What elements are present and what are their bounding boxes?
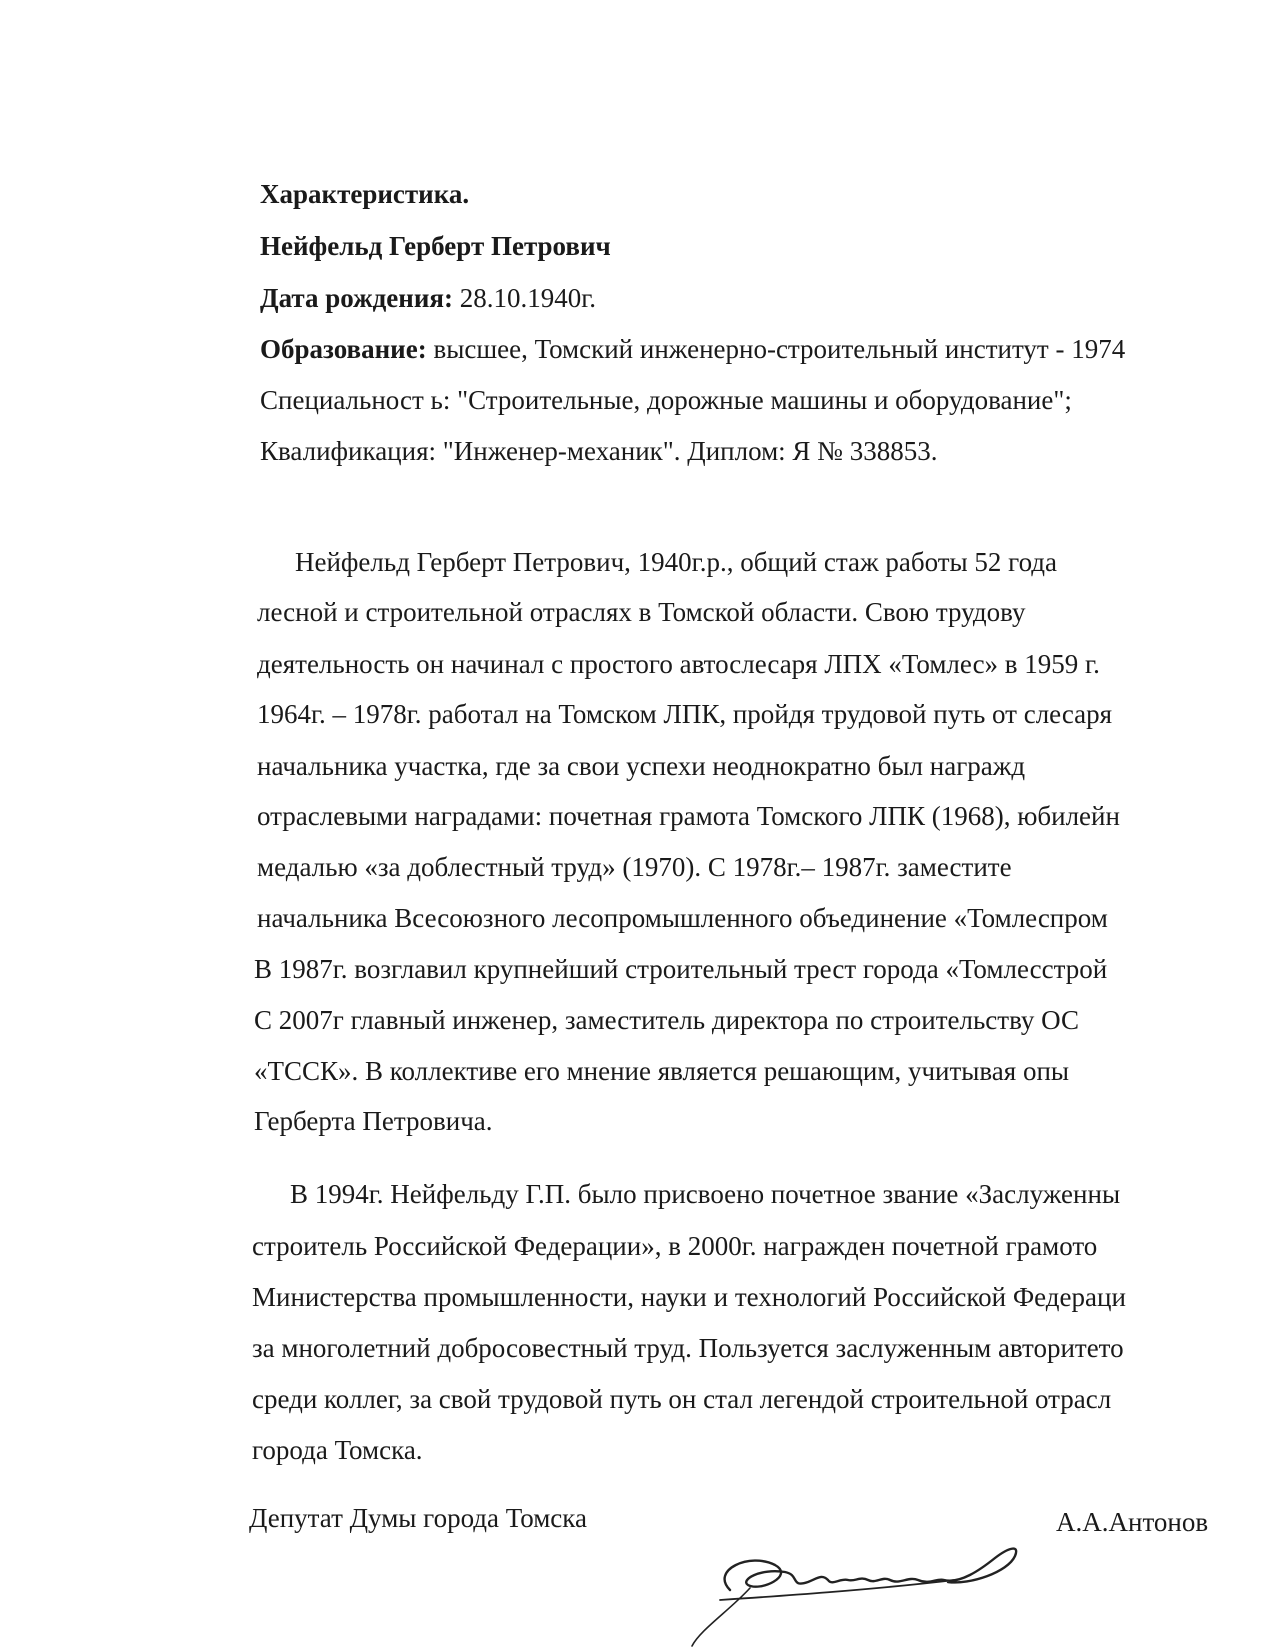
birth-date-label: Дата рождения: [260,283,453,313]
paragraph1-line: начальника Всесоюзного лесопромышленного объединение «Томлеспром [257,903,1108,933]
birth-date-value: 28.10.1940г. [459,283,597,313]
education-line [260,333,1125,365]
paragraph1-line: «ТССК». В коллективе его мнение является решающим, учитывая опы [254,1056,1070,1086]
document-title: Характеристика. [260,179,470,209]
paragraph2-line: В 1994г. Нейфельду Г.П. было присвоено почетное звание «Заслуженны [290,1179,1121,1209]
paragraph1-line: отраслевыми наградами: почетная грамота Томского ЛПК (1968), юбилейн [257,801,1120,831]
signer-name: А.А.Антонов [1056,1507,1209,1537]
qualification-line: Квалификация: "Инженер-механик". Диплом: Я № 338853. [260,436,938,466]
paragraph1-line: С 2007г главный инженер, заместитель директора по строительству ОС [254,1005,1079,1035]
education-label: Образование: [260,334,427,364]
paragraph1-line: лесной и строительной отраслях в Томской области. Свою трудову [257,597,1026,627]
paragraph1-line: Нейфельд Герберт Петрович, 1940г.р., общий стаж работы 52 года [295,547,1058,577]
paragraph1-line: 1964г. – 1978г. работал на Томском ЛПК, пройдя трудовой путь от слесаря [257,699,1113,729]
paragraph2-line: города Томска. [252,1435,423,1465]
paragraph2-line: среди коллег, за свой трудовой путь он стал легендой строительной отрасл [252,1384,1112,1414]
handwritten-signature [690,1530,1070,1650]
paragraph1-line: начальника участка, где за свои успехи неоднократно был награжд [257,751,1026,781]
person-name: Нейфельд Герберт Петрович [260,231,611,261]
signer-position: Депутат Думы города Томска [249,1503,587,1533]
education-value: высшее, Томский инженерно-строительный институт - 1974 [433,334,1126,364]
paragraph2-line: Министерства промышленности, науки и технологий Российской Федераци [252,1282,1126,1312]
paragraph2-line: строитель Российской Федерации», в 2000г. награжден почетной грамото [252,1231,1098,1261]
paragraph1-line: В 1987г. возглавил крупнейший строительный трест города «Томлесстрой [254,954,1108,984]
paragraph2-line: за многолетний добросовестный труд. Пользуется заслуженным авторитето [252,1333,1124,1363]
specialty-line: Специальност ь: "Строительные, дорожные машины и оборудование"; [260,385,1072,415]
paragraph1-line: деятельность он начинал с простого автослесаря ЛПХ «Томлес» в 1959 г. [257,649,1100,679]
birth-date-line [260,282,596,314]
paragraph1-line: Герберта Петровича. [254,1106,493,1136]
paragraph1-line: медалью «за доблестный труд» (1970). С 1978г.– 1987г. заместите [257,852,1012,882]
